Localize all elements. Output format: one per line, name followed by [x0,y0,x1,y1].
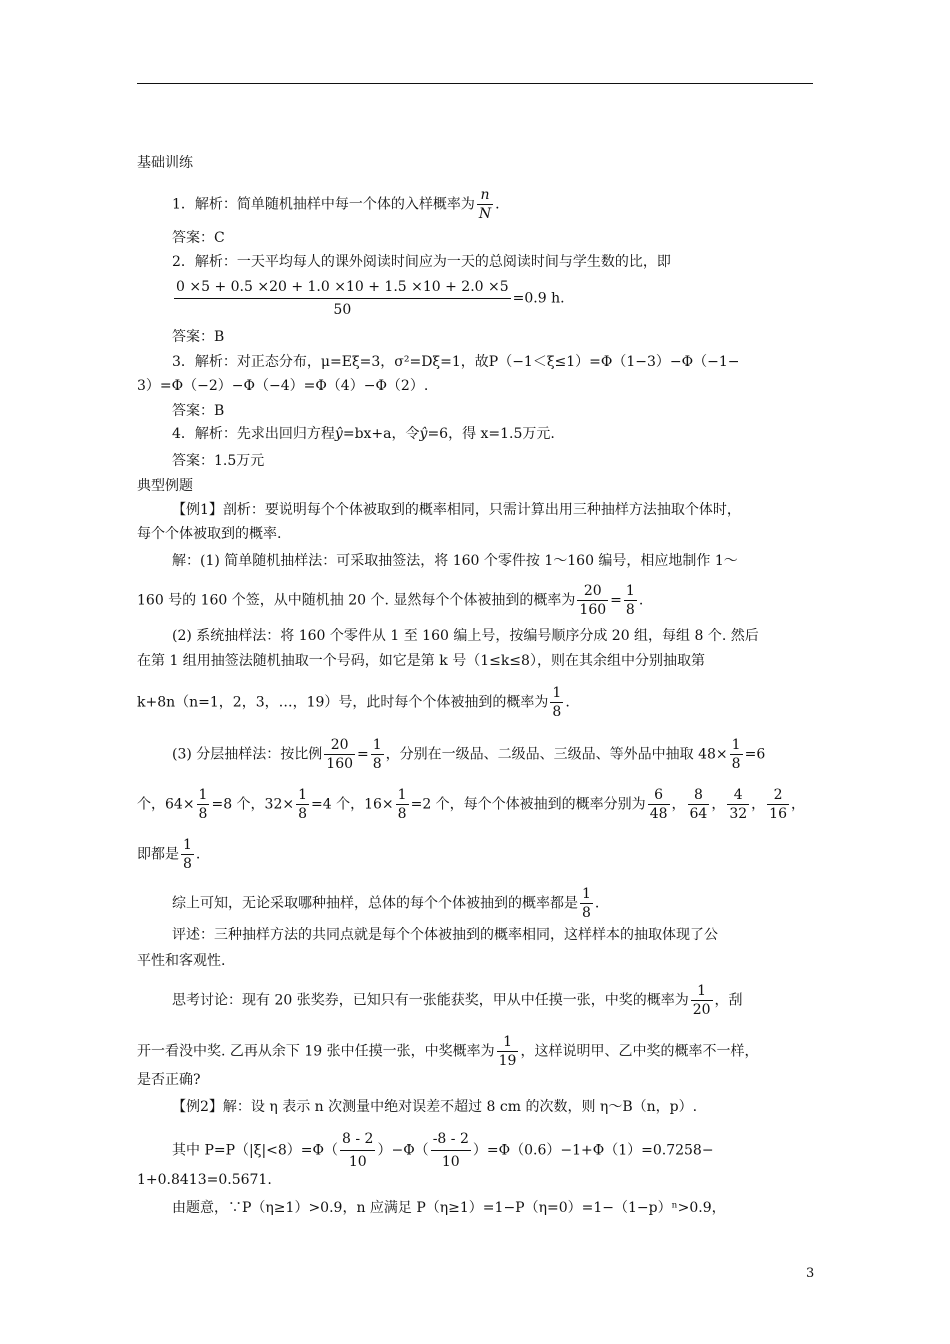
q1-analysis [172,186,500,223]
text: ，这样说明甲、乙中奖的概率不一样， [520,1043,759,1060]
ex1-s1-text: 160 号的 160 个签，从中随机抽 20 个. 显然每个个体被抽到的概率为 [137,592,576,609]
numerator: 1 [497,1033,519,1052]
ex2-line4: 由题意，∵P（η≥1）>0.9，n 应满足 P（η≥1）=1−P（η=0）=1−（1−p）ⁿ>0.9， [172,1200,726,1216]
numerator: -8 - 2 [431,1128,471,1151]
ex1-s2-line3 [137,684,570,721]
ex1-s2-line2: 在第 1 组用抽签法随机抽取一个号码，如它是第 k 号（1≤k≤8），则在其余组中分别抽取第 [137,653,705,669]
numerator: 1 [731,737,741,753]
numerator: 1 [183,837,192,853]
ex1-summary [172,885,599,922]
q2-result: =0.9 h. [512,290,565,307]
numerator: 1 [298,787,308,803]
denominator: 8 [552,704,562,720]
q2-fraction [174,276,511,321]
ex2-line3: 1+0.8413=0.5671. [137,1172,272,1188]
denominator: 16 [769,806,787,822]
ex1-s3-line1 [172,736,765,773]
denominator: 10 [348,1154,367,1170]
equals: = [357,746,369,763]
fraction-1-20 [691,982,713,1019]
fraction-1-8 [396,786,409,823]
fraction-8-64 [688,786,710,823]
denominator: 10 [441,1154,460,1170]
q3-line1: 3．解析：对正态分布，μ=Eξ=3，σ²=Dξ=1，故P（−1＜ξ≤1）=Φ（1−3）−Φ（−1− [172,354,740,370]
fraction-8-2-10 [340,1128,375,1173]
page-number: 3 [806,1266,815,1281]
ex1-line1: 【例1】剖析：要说明每个个体被取到的概率相同，只需计算出用三种抽样方法抽取个体时， [172,502,741,518]
numerator: 20 [324,736,355,755]
fraction-neg8-2-10 [431,1128,471,1173]
ex1-s3-fraction-1-8 [371,736,384,773]
numerator: 6 [648,786,670,805]
ex1-s1-line2 [137,582,643,619]
ex1-s3-text-c: =6 [744,746,766,763]
period: . [195,846,201,863]
ex1-review-line1: 评述：三种抽样方法的共同点就是每个个体被抽到的概率相同，这样样本的抽取体现了公 [172,927,718,943]
numerator: 1 [552,685,562,701]
q2-formula [172,276,565,321]
numerator: 1 [582,886,591,902]
q4-text-c: =6，得 x=1.5万元. [427,426,555,442]
numerator: 1 [625,583,635,599]
denominator: 20 [692,1002,711,1018]
ex1-think-line3: 是否正确? [137,1072,201,1088]
q1-fraction [477,186,493,223]
q3-line2: 3）=Φ（−2）−Φ（−4）=Φ（4）−Φ（2）. [137,378,429,394]
text: 开一看没中奖. 乙再从余下 19 张中任摸一张，中奖概率为 [137,1043,495,1060]
q4-answer: 答案：1.5万元 [172,453,265,469]
denominator: 160 [326,756,354,772]
fraction-1-8 [197,786,210,823]
fraction-1-19 [497,1033,519,1070]
denominator: 8 [198,806,208,822]
ex1-line2: 每个个体被取到的概率. [137,526,282,542]
q4-text-a: 4．解析：先求出回归方程 [172,426,335,442]
text: 即都是 [137,846,179,863]
q1-answer: 答案：C [172,230,225,246]
denominator: 8 [298,806,308,822]
section-heading-examples: 典型例题 [137,478,193,494]
denominator: 8 [582,905,591,921]
comma: ， [671,796,686,813]
text: 个，64× [137,796,195,813]
numerator: 4 [727,786,749,805]
q1-text: 1．解析：简单随机抽样中每一个体的入样概率为 [172,196,475,213]
ex1-s3-line2 [137,786,805,823]
numerator: 1 [397,787,407,803]
ex2-line1: 【例2】解：设 η 表示 n 次测量中绝对误差不超过 8 cm 的次数，则 η～B（n，p）. [172,1099,698,1115]
q4-yhat-2: ŷ [419,426,428,442]
header-rule [137,83,813,84]
ex1-s3-fraction-20-160 [324,736,355,773]
denominator: 8 [731,756,741,772]
text: =8 个，32× [211,796,295,813]
q4-analysis [172,424,555,444]
denominator: 8 [625,602,635,618]
numerator: 8 [688,786,710,805]
ex1-s3-fraction-1-8-b [730,736,743,773]
numerator: 20 [577,582,608,601]
text: ）=Φ（0.6）−1+Φ（1）=0.7258− [472,1142,714,1159]
period: . [594,895,600,912]
q1-period: . [495,196,500,213]
ex1-think-line1 [172,982,743,1019]
numerator: 1 [198,787,208,803]
denominator: 160 [579,602,607,618]
comma: ， [791,796,805,813]
period: . [565,694,570,711]
q2-analysis: 2．解析：一天平均每人的课外阅读时间应为一天的总阅读时间与学生数的比，即 [172,254,671,270]
numerator: 1 [691,982,713,1001]
q1-denominator: N [478,206,492,222]
fraction-6-48 [648,786,670,823]
numerator: 1 [372,737,382,753]
text: =4 个，16× [311,796,394,813]
equals: = [610,592,622,609]
denominator: 19 [498,1053,517,1069]
text: ）−Φ（ [377,1142,429,1159]
ex1-think-line2 [137,1033,758,1070]
text: 思考讨论：现有 20 张奖券，已知只有一张能获奖，甲从中任摸一张，中奖的概率为 [172,992,689,1009]
denominator: 32 [729,806,748,822]
ex1-s1-line1: 解：(1) 简单随机抽样法：可采取抽签法，将 160 个零件按 1～160 编号，相应地制作 1～ [172,553,738,569]
denominator: 8 [183,856,192,872]
denominator: 8 [397,806,407,822]
text: =2 个，每个个体被抽到的概率分别为 [410,796,646,813]
ex1-review-line2: 平性和客观性. [137,953,226,969]
numerator: 8 - 2 [340,1128,375,1151]
text: 综上可知，无论采取哪种抽样，总体的每个个体被抽到的概率都是 [172,895,578,912]
period: . [638,592,644,609]
q2-denominator: 50 [333,302,352,318]
fraction-1-8 [580,885,593,922]
section-heading-basic: 基础训练 [137,155,193,171]
ex1-s1-fraction-20-160 [577,582,608,619]
text: ，刮 [714,992,743,1009]
q2-answer: 答案：B [172,329,225,345]
ex2-line2 [172,1128,714,1173]
ex1-s3-text-b: ，分别在一级品、二级品、三级品、等外品中抽取 48× [385,746,728,763]
comma: ， [711,796,726,813]
numerator: 2 [767,786,789,805]
fraction-2-16 [767,786,789,823]
ex1-s1-fraction-1-8 [624,582,637,619]
ex1-s2-fraction-1-8 [550,684,563,721]
text: 其中 P=P（|ξ|<8）=Φ（ [172,1142,339,1159]
comma: ， [751,796,766,813]
fraction-1-8 [181,836,194,873]
ex1-s3-text-a: (3) 分层抽样法：按比例 [172,746,323,763]
denominator: 8 [372,756,382,772]
q4-text-b: =bx+a，令 [342,426,420,442]
q3-answer: 答案：B [172,403,225,419]
q1-numerator: n [477,186,493,205]
ex1-s2-line1: (2) 系统抽样法：将 160 个零件从 1 至 160 编上号，按编号顺序分成 20 组，每组 8 个. 然后 [172,628,759,644]
denominator: 64 [689,806,708,822]
ex1-s3-line3 [137,836,200,873]
fraction-1-8 [296,786,309,823]
fraction-4-32 [727,786,749,823]
denominator: 48 [649,806,668,822]
ex1-s2-text: k+8n（n=1，2，3，…，19）号，此时每个个体被抽到的概率为 [137,694,549,711]
q2-numerator: 0 ×5 + 0.5 ×20 + 1.0 ×10 + 1.5 ×10 + 2.0 ×5 [174,276,511,299]
q4-yhat: ŷ [334,426,343,442]
